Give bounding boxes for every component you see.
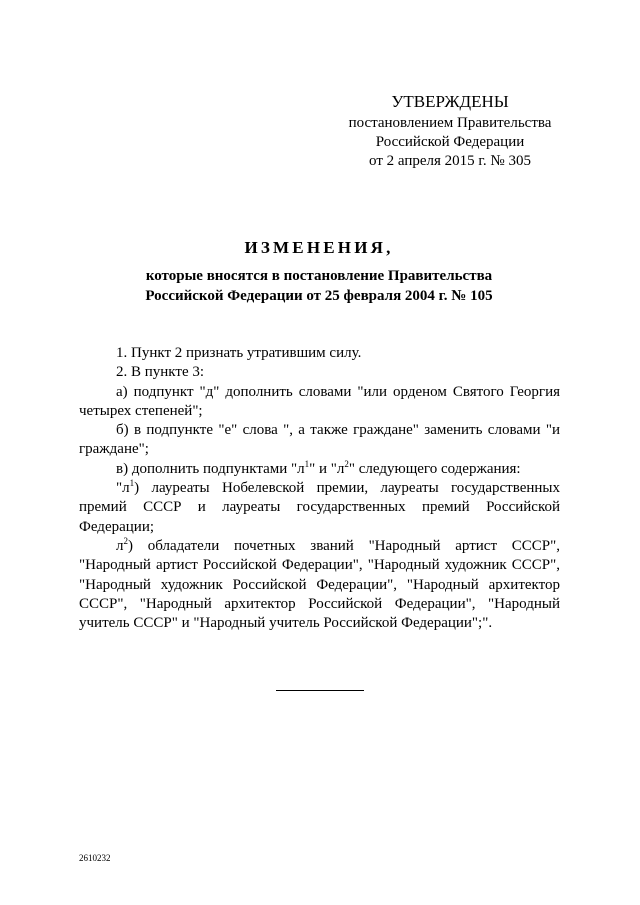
closing-divider [276,690,364,691]
text-run: " и "л [309,460,345,477]
superscript: 2 [123,535,128,546]
approval-line: Российской Федерации [375,134,525,150]
text-run: в) дополнить подпунктами "л [116,460,305,477]
paragraph-item-1: 1. Пункт 2 признать утратившим силу. [116,345,362,361]
superscript: 1 [304,458,310,469]
approval-heading: УТВЕРЖДЕНЫ [391,92,509,111]
document-subtitle [40,266,598,306]
text-run: " следующего содержания: [348,460,521,477]
superscript: 1 [129,478,135,489]
text-run: л [116,537,124,554]
text-run: ) лауреаты Нобелевской премии, лауреаты государственных премий СССР и лауреаты государственных премий Российской Федерации; [79,480,560,535]
text-run: ) обладатели почетных званий "Народный артист СССР", "Народный артист Российской Федерации", "Народный художник СССР", "Народный художник Российской Федерации", "Народный архитектор СССР", "Народный архитектор Российской Федерации", "Народный учитель СССР" и "Народный учитель Российской Федерации";". [79,537,560,632]
text-run: "л [116,480,130,497]
approval-block [300,90,600,171]
paragraph-item-2: 2. В пункте 3: [116,364,205,381]
document-body [79,344,560,633]
paragraph-subitem-l1 [79,479,560,537]
paragraph-item-2a: а) подпункт "д" дополнить словами "или орденом Святого Георгия четырех степеней"; [79,383,560,419]
paragraph-item-2b: б) в подпункте "е" слова ", а также граждане" заменить словами "и граждане"; [79,422,560,458]
superscript: 2 [344,458,349,469]
paragraph-subitem-l2 [79,537,560,633]
document-code: 2610232 [79,853,111,863]
document-title: ИЗМЕНЕНИЯ, [244,238,394,257]
approval-line: постановлением Правительства [348,115,552,131]
subtitle-line: которые вносятся в постановление Правительства [145,268,493,284]
subtitle-line: Российской Федерации от 25 февраля 2004 г. № 105 [145,288,493,304]
approval-line: от 2 апреля 2015 г. № 305 [369,153,531,169]
paragraph-item-2v [79,460,560,479]
